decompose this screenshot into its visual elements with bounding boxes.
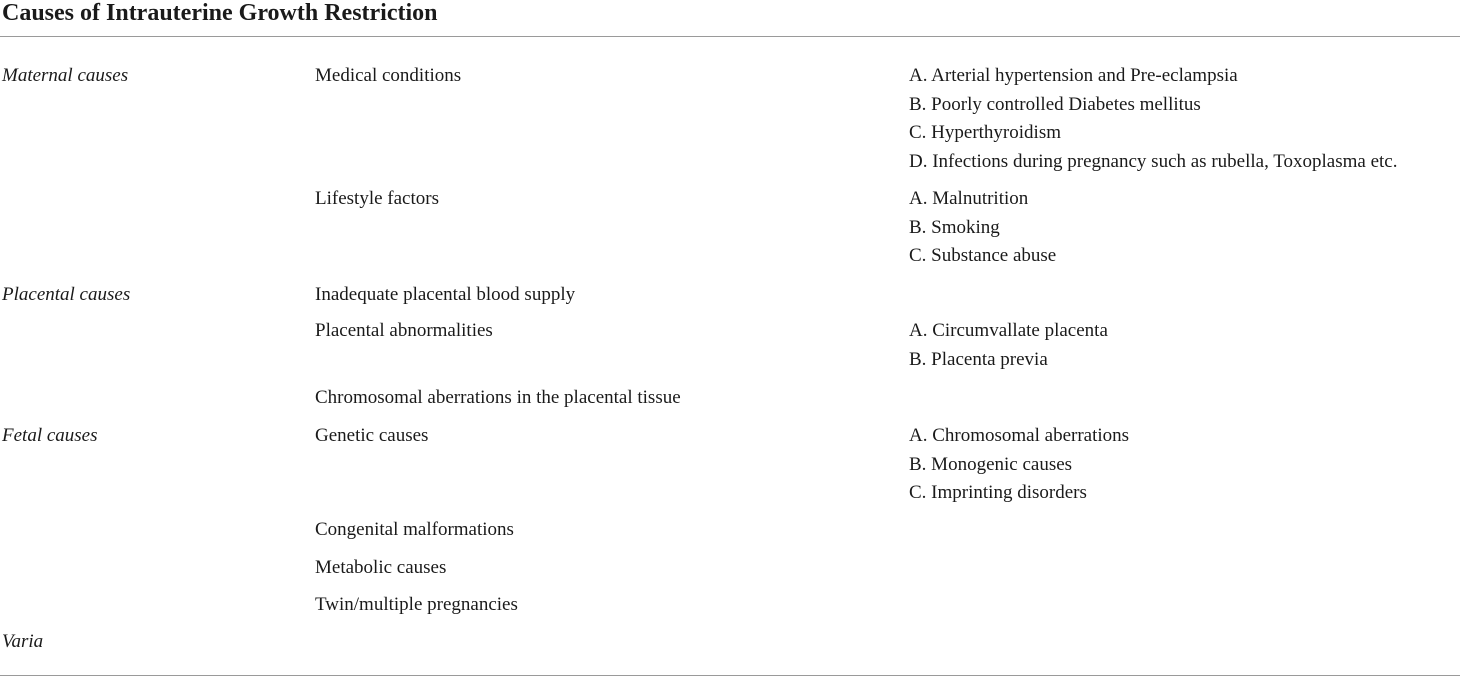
cause-cell: Medical conditions: [315, 65, 462, 86]
cause-cell: Inadequate placental blood supply: [315, 284, 576, 305]
detail-item: C. Hyperthyroidism: [909, 122, 1061, 144]
detail-item: A. Arterial hypertension and Pre-eclampsia: [909, 65, 1238, 86]
cause-cell: Metabolic causes: [315, 557, 447, 578]
detail-item: B. Smoking: [909, 216, 1000, 238]
detail-item: A. Chromosomal aberrations: [909, 425, 1130, 446]
bottom-rule: [0, 675, 1460, 676]
cause-cell: Twin/multiple pregnancies: [315, 594, 518, 615]
detail-item: B. Monogenic causes: [909, 453, 1073, 475]
category-cell: Placental causes: [2, 284, 131, 305]
category-cell: Fetal causes: [2, 425, 98, 446]
details-cell: [909, 185, 1056, 271]
cause-cell: Lifestyle factors: [315, 188, 439, 209]
detail-item: B. Placenta previa: [909, 348, 1048, 370]
details-cell: [909, 62, 1397, 176]
detail-item: D. Infections during pregnancy such as rubella, Toxoplasma etc.: [909, 150, 1398, 172]
cause-cell: Chromosomal aberrations in the placental tissue: [315, 387, 681, 408]
detail-item: C. Substance abuse: [909, 245, 1057, 267]
category-cell: Varia: [2, 631, 44, 652]
detail-item: A. Circumvallate placenta: [909, 320, 1108, 341]
details-cell: [909, 317, 1108, 374]
table-title: Causes of Intrauterine Growth Restriction: [2, 0, 438, 26]
details-cell: [909, 422, 1129, 508]
detail-item: B. Poorly controlled Diabetes mellitus: [909, 93, 1201, 115]
top-rule: [0, 36, 1460, 37]
cause-cell: Congenital malformations: [315, 519, 514, 540]
detail-item: A. Malnutrition: [909, 188, 1029, 209]
category-cell: Maternal causes: [2, 65, 129, 86]
cause-cell: Genetic causes: [315, 425, 429, 446]
detail-item: C. Imprinting disorders: [909, 482, 1087, 504]
cause-cell: Placental abnormalities: [315, 320, 493, 341]
